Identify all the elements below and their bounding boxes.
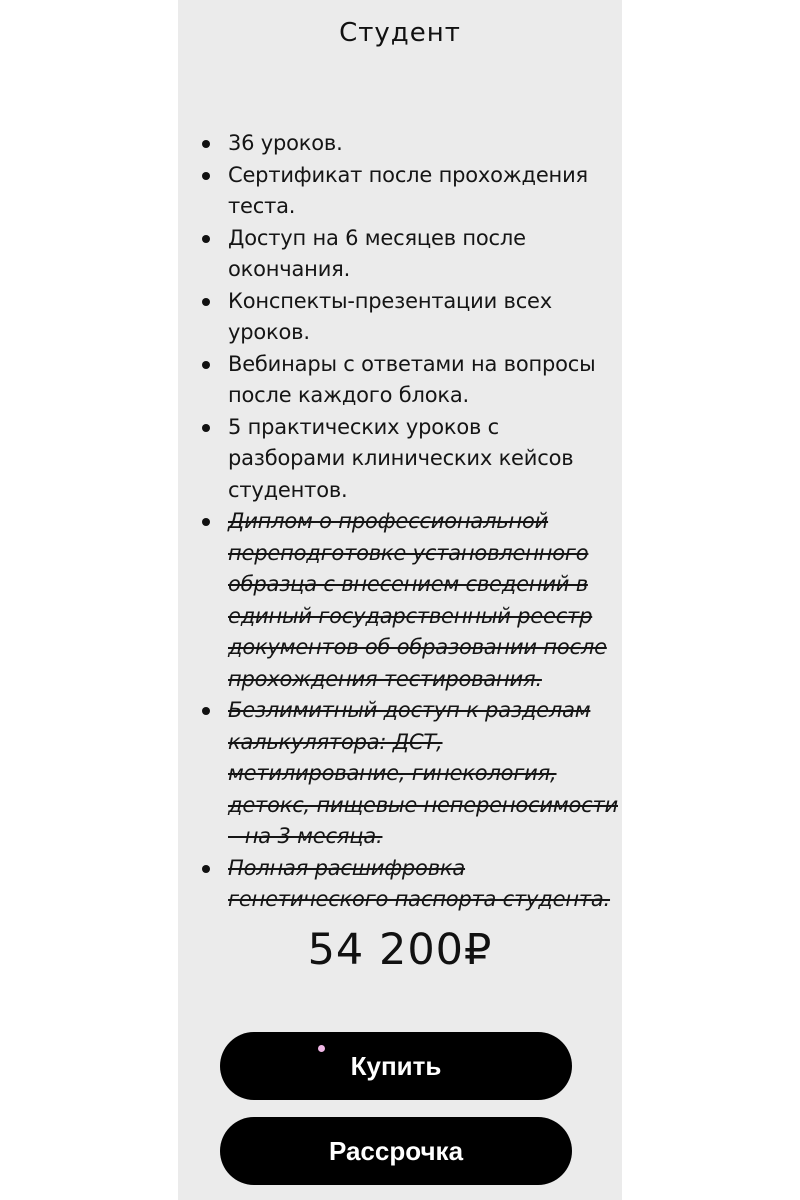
feature-item: [228, 349, 620, 412]
feature-list: [228, 128, 620, 916]
feature-text: Диплом о профессиональной переподготовке установленного образца с внесением сведений в единый государственный реестр документов об образовании после прохождения тестирования.: [228, 509, 607, 691]
cursor-dot: [318, 1045, 325, 1052]
feature-text: Вебинары с ответами на вопросы после каждого блока.: [228, 351, 596, 407]
bullet-icon: [202, 361, 210, 369]
bullet-icon: [202, 298, 210, 306]
feature-text: Доступ на 6 месяцев после окончания.: [228, 225, 526, 281]
feature-item: [228, 412, 620, 507]
feature-item: [228, 223, 620, 286]
price: 54 200₽: [307, 925, 493, 975]
bullet-icon: [202, 172, 210, 180]
bullet-icon: [202, 865, 210, 873]
feature-text: Конспекты-презентации всех уроков.: [228, 288, 552, 344]
feature-text: 5 практических уроков с разборами клинических кейсов студентов.: [228, 414, 574, 502]
bullet-icon: [202, 707, 210, 715]
bullet-icon: [202, 140, 210, 148]
feature-item: [228, 160, 620, 223]
feature-text: 36 уроков.: [228, 131, 343, 155]
feature-text: Безлимитный доступ к разделам калькулятора: ДСТ, метилирование, гинекология, детокс, пищевые непереносимости – на 3 месяца.: [228, 698, 618, 848]
feature-item-unavailable: [228, 853, 620, 916]
buy-button[interactable]: Купить: [220, 1032, 572, 1100]
feature-item: [228, 286, 620, 349]
feature-text: Полная расшифровка генетического паспорта студента.: [228, 855, 611, 911]
plan-title: Студент: [339, 18, 461, 48]
feature-item-unavailable: [228, 695, 620, 853]
feature-text: Сертификат после прохождения теста.: [228, 162, 588, 218]
feature-item-unavailable: [228, 506, 620, 695]
bullet-icon: [202, 518, 210, 526]
feature-item: [228, 128, 620, 160]
bullet-icon: [202, 235, 210, 243]
plan-card: [178, 0, 622, 1200]
installment-button[interactable]: Рассрочка: [220, 1117, 572, 1185]
bullet-icon: [202, 424, 210, 432]
